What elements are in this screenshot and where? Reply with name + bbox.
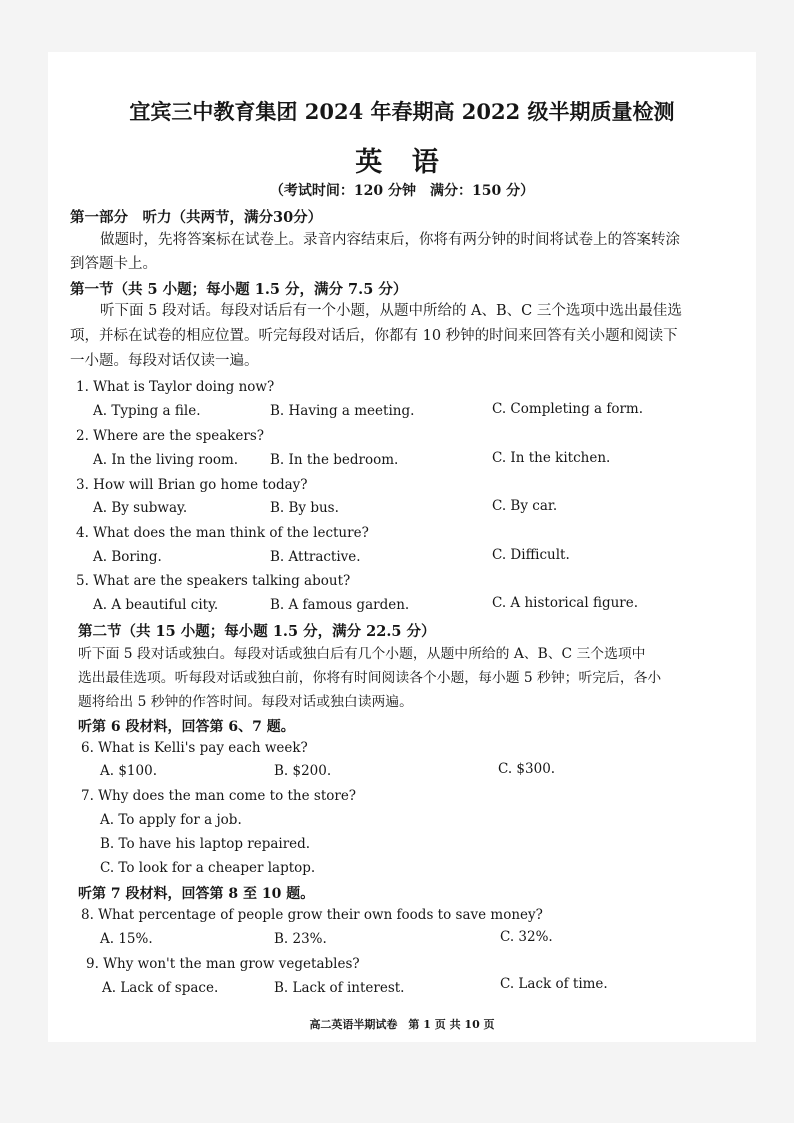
exam-title: 宜宾三中教育集团 2024 年春期高 2022 级半期质量检测: [129, 99, 675, 124]
part1-intro-line2: 到答题卡上。: [70, 256, 157, 272]
q8-option-b: B. 23%.: [274, 931, 327, 947]
q7-option-b: B. To have his laptop repaired.: [100, 836, 311, 852]
q7-option-c: C. To look for a cheaper laptop.: [100, 860, 316, 876]
section1-instr-line3: 一小题。每段对话仅读一遍。: [70, 353, 259, 369]
question-4: 4. What does the man think of the lecture?: [76, 525, 369, 541]
q1-option-c: C. Completing a form.: [492, 401, 644, 417]
q3-option-c: C. By car.: [492, 498, 558, 514]
q8-option-c: C. 32%.: [500, 929, 553, 945]
q2-option-a: A. In the living room.: [93, 452, 239, 468]
part1-intro-line1: 做题时，先将答案标在试卷上。录音内容结束后，你将有两分钟的时间将试卷上的答案转涂: [100, 232, 680, 248]
q2-option-c: C. In the kitchen.: [492, 450, 611, 466]
q6-option-c: C. $300.: [498, 761, 556, 777]
time-info: （考试时间：120 分钟 满分：150 分）: [269, 183, 535, 199]
q4-option-c: C. Difficult.: [492, 547, 570, 563]
q9-option-c: C. Lack of time.: [500, 976, 608, 992]
q9-option-a: A. Lack of space.: [102, 980, 219, 996]
q7-option-a: A. To apply for a job.: [100, 812, 242, 828]
question-2: 2. Where are the speakers?: [76, 428, 265, 444]
question-5: 5. What are the speakers talking about?: [76, 573, 351, 589]
q9-option-b: B. Lack of interest.: [274, 980, 405, 996]
subject-title: 英 语: [355, 147, 449, 178]
question-3: 3. How will Brian go home today?: [76, 477, 308, 493]
q2-option-b: B. In the bedroom.: [270, 452, 399, 468]
q6-option-b: B. $200.: [274, 763, 332, 779]
q3-option-a: A. By subway.: [93, 500, 188, 516]
section2-instr-line3: 题将给出 5 秒钟的作答时间。每段对话或独白读两遍。: [78, 694, 413, 710]
q8-option-a: A. 15%.: [100, 931, 153, 947]
q4-option-b: B. Attractive.: [270, 549, 361, 565]
section2-heading: 第二节（共 15 小题；每小题 1.5 分，满分 22.5 分）: [78, 623, 436, 640]
page-footer: 高二英语半期试卷 第 1 页 共 10 页: [309, 1018, 495, 1031]
q3-option-b: B. By bus.: [270, 500, 339, 516]
section2-instr-line1: 听下面 5 段对话或独白。每段对话或独白后有几个小题，从题中所给的 A、B、C 三个选项中: [78, 646, 646, 662]
question-6: 6. What is Kelli's pay each week?: [81, 740, 308, 756]
q4-option-a: A. Boring.: [93, 549, 162, 565]
exam-page: [48, 52, 756, 1042]
q5-option-c: C. A historical figure.: [492, 595, 639, 611]
section1-instr-line1: 听下面 5 段对话。每段对话后有一个小题，从题中所给的 A、B、C 三个选项中选出最佳选: [100, 303, 682, 319]
q5-option-b: B. A famous garden.: [270, 597, 410, 613]
section1-heading: 第一节（共 5 小题；每小题 1.5 分，满分 7.5 分）: [70, 281, 408, 298]
q5-option-a: A. A beautiful city.: [93, 597, 219, 613]
question-8: 8. What percentage of people grow their own foods to save money?: [81, 907, 543, 923]
part1-heading: 第一部分 听力（共两节，满分30分）: [70, 209, 323, 226]
section1-instr-line2: 项，并标在试卷的相应位置。听完每段对话后，你都有 10 秒钟的时间来回答有关小题和阅读下: [70, 328, 678, 344]
question-7: 7. Why does the man come to the store?: [81, 788, 357, 804]
q1-option-a: A. Typing a file.: [93, 403, 201, 419]
question-1: 1. What is Taylor doing now?: [76, 379, 275, 395]
material-7-heading: 听第 7 段材料，回答第 8 至 10 题。: [78, 886, 315, 902]
material-6-heading: 听第 6 段材料，回答第 6、7 题。: [78, 719, 295, 735]
question-9: 9. Why won't the man grow vegetables?: [86, 956, 360, 972]
q6-option-a: A. $100.: [100, 763, 157, 779]
section2-instr-line2: 选出最佳选项。听每段对话或独白前，你将有时间阅读各个小题，每小题 5 秒钟；听完后，各小: [78, 670, 662, 686]
q1-option-b: B. Having a meeting.: [270, 403, 415, 419]
